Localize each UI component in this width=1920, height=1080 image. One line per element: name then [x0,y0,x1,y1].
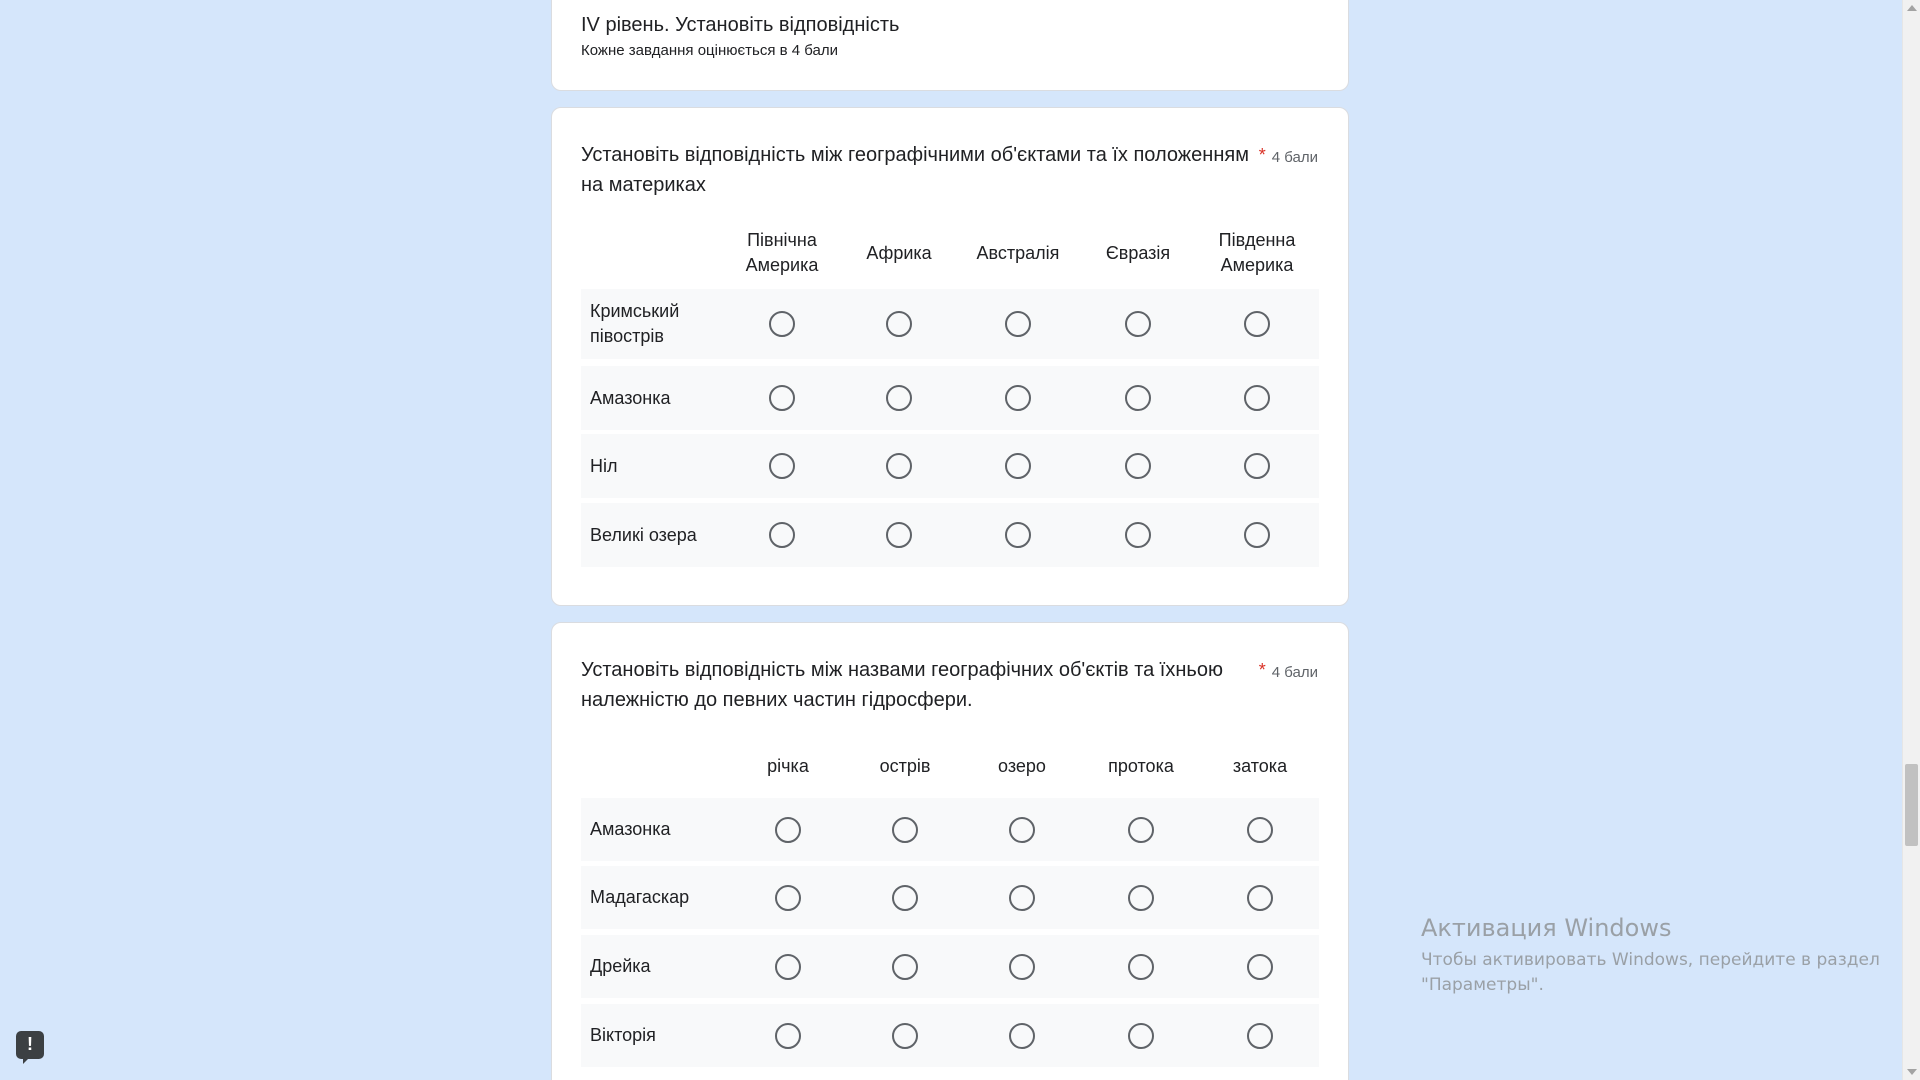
required-asterisk: * [1258,145,1266,165]
question-points [1259,660,1318,681]
grid-row [581,434,1319,498]
question-card-1 [551,107,1349,606]
radio-button[interactable] [1247,885,1273,911]
radio-button[interactable] [775,817,801,843]
scroll-down-arrow-icon[interactable] [1907,1069,1917,1075]
row-label: Вікторія [590,1025,656,1045]
radio-button[interactable] [892,817,918,843]
row-label: Кримський півострів [590,301,680,346]
question-points [1259,145,1318,166]
radio-button[interactable] [1009,885,1035,911]
radio-button[interactable] [1128,885,1154,911]
exclamation-icon[interactable]: ! [16,1031,44,1059]
radio-button[interactable] [1005,453,1031,479]
radio-button[interactable] [886,453,912,479]
radio-button[interactable] [1247,1023,1273,1049]
radio-button[interactable] [1005,522,1031,548]
radio-button[interactable] [1009,817,1035,843]
grid-row [581,1004,1319,1067]
radio-button[interactable] [1247,954,1273,980]
radio-button[interactable] [1005,311,1031,337]
column-header: озеро [998,755,1046,776]
grid-row [581,503,1319,567]
section-header-card [551,0,1349,91]
column-header: Євразія [1105,242,1171,263]
scroll-up-arrow-icon[interactable] [1907,5,1917,11]
radio-button[interactable] [1247,817,1273,843]
radio-button[interactable] [1125,522,1151,548]
grid-row [581,366,1319,430]
vertical-scrollbar[interactable] [1902,0,1920,1080]
row-label: Ніл [590,455,618,476]
row-label: Дрейка [590,956,651,976]
radio-button[interactable] [1128,817,1154,843]
section-description: Кожне завдання оцінюється в 4 бали [581,42,839,59]
grid-row [581,866,1319,929]
watermark-text: Чтобы активировать Windows, перейдите в раздел "Параметры". [1421,950,1880,995]
points-label: 4 бали [1271,149,1318,166]
column-header: Австралія [976,242,1060,263]
question-title: Установіть відповідність між географічними об'єктами та їх положенням на материках [581,144,1249,196]
radio-button[interactable] [886,522,912,548]
radio-button[interactable] [769,522,795,548]
section-title: IV рівень. Установіть відповідність [581,14,900,36]
radio-button[interactable] [1244,522,1270,548]
grid-row [581,935,1319,998]
radio-button[interactable] [775,885,801,911]
watermark-title: Активация Windows [1421,914,1672,942]
column-header: острів [879,755,931,776]
windows-activation-watermark [1421,912,1920,998]
radio-button[interactable] [1125,385,1151,411]
grid-header [581,225,1319,281]
choice-grid-1 [581,225,1319,545]
radio-button[interactable] [1128,1023,1154,1049]
radio-button[interactable] [1125,453,1151,479]
column-header: протока [1108,755,1174,776]
choice-grid-2 [581,738,1319,1045]
required-asterisk: * [1258,660,1266,680]
question-card-2 [551,622,1349,1080]
column-header: Північна Америка [745,230,819,275]
scroll-thumb[interactable] [1905,764,1918,846]
column-header: затока [1232,755,1288,776]
radio-button[interactable] [1009,1023,1035,1049]
row-label: Великі озера [590,524,697,545]
radio-button[interactable] [769,311,795,337]
radio-button[interactable] [775,954,801,980]
radio-button[interactable] [1125,311,1151,337]
row-label: Мадагаскар [590,887,690,907]
question-title: Установіть відповідність між назвами географічних об'єктів та їхньою належністю до певних частин гідросфери. [581,659,1223,711]
grid-row [581,798,1319,861]
radio-button[interactable] [886,311,912,337]
radio-button[interactable] [1009,954,1035,980]
column-header: Африка [866,242,932,263]
radio-button[interactable] [892,885,918,911]
radio-button[interactable] [1244,311,1270,337]
radio-button[interactable] [1005,385,1031,411]
radio-button[interactable] [769,385,795,411]
radio-button[interactable] [886,385,912,411]
radio-button[interactable] [1244,385,1270,411]
row-label: Амазонка [590,819,671,839]
row-label: Амазонка [590,387,671,408]
column-header: річка [767,755,809,776]
grid-header [581,738,1319,794]
column-header: Південна Америка [1218,230,1296,275]
grid-row [581,289,1319,359]
points-label: 4 бали [1271,664,1318,681]
radio-button[interactable] [1128,954,1154,980]
radio-button[interactable] [892,954,918,980]
radio-button[interactable] [892,1023,918,1049]
radio-button[interactable] [769,453,795,479]
radio-button[interactable] [775,1023,801,1049]
radio-button[interactable] [1244,453,1270,479]
